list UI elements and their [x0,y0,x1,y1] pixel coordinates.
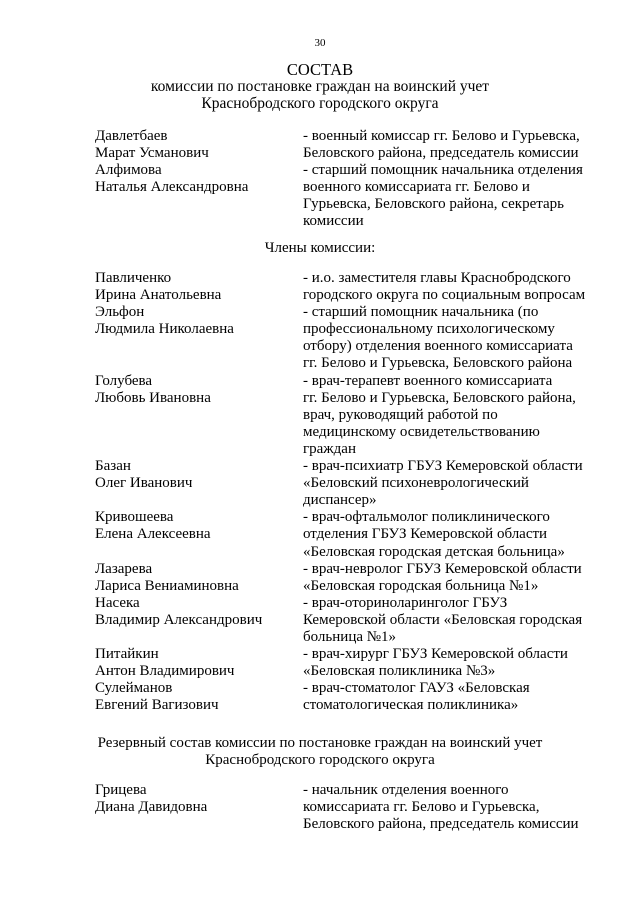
person-name [95,162,303,230]
person-position-line: городского округа по социальным вопросам [303,287,586,304]
person-position-line: «Беловская поликлиника №3» [303,663,496,680]
person-position-line: медицинскому освидетельствованию [303,423,540,440]
person-position-line: гг. Белово и Гурьевска, Беловского района, [303,389,576,406]
person-entry [95,304,595,372]
person-name-line: Питайкин [95,646,159,663]
person-name-line: Владимир Александрович [95,611,263,628]
person-position-line: профессиональному психологическому [303,321,555,338]
person-name-line: Лариса Вениаминовна [95,577,239,594]
person-name [95,561,303,595]
person-position [303,458,595,509]
person-name-line: Диана Давидовна [95,799,208,816]
person-position-line: диспансер» [303,492,377,509]
members-list [95,270,595,714]
person-position [303,509,595,560]
person-position-line: врач, руководящий работой по [303,406,498,423]
person-name-line: Кривошеева [95,509,174,526]
person-entry [95,782,595,833]
members-heading: Члены комиссии: [264,240,376,256]
leadership-list [95,128,595,231]
person-position [303,270,595,304]
person-name-line: Наталья Александровна [95,179,249,196]
person-name [95,646,303,680]
person-entry [95,680,595,714]
reserve-heading [40,735,600,769]
person-position [303,646,595,680]
person-name-line: Марат Усманович [95,145,209,162]
person-name-line: Ирина Анатольевна [95,287,222,304]
person-position-line: гг. Белово и Гурьевска, Беловского района [303,355,573,372]
person-position-line: - врач-невролог ГБУЗ Кемеровской области [303,560,582,577]
person-name-line: Антон Владимирович [95,663,235,680]
person-position-line: граждан [303,440,356,457]
person-entry [95,561,595,595]
person-name-line: Людмила Николаевна [95,321,234,338]
person-position-line: больница №1» [303,628,397,645]
person-name-line: Голубева [95,372,153,389]
person-position [303,680,595,714]
person-entry [95,595,595,646]
person-name [95,782,303,833]
person-position-line: - врач-стоматолог ГАУЗ «Беловская [303,680,530,697]
person-name-line: Насека [95,594,140,611]
person-position [303,373,595,458]
person-name-line: Базан [95,458,131,475]
person-position [303,304,595,372]
person-position-line: - врач-офтальмолог поликлинического [303,509,550,526]
person-name-line: Алфимова [95,162,162,179]
person-entry [95,270,595,304]
person-position-line: Гурьевска, Беловского района, секретарь [303,196,564,213]
person-entry [95,509,595,560]
person-entry [95,128,595,162]
person-name [95,128,303,162]
reserve-list [95,782,595,833]
person-position-line: отделения ГБУЗ Кемеровской области [303,526,548,543]
person-name-line: Любовь Ивановна [95,389,211,406]
person-name [95,270,303,304]
person-position-line: - старший помощник начальника (по [303,304,539,321]
person-name-line: Давлетбаев [95,128,168,144]
person-position-line: - начальник отделения военного [303,782,509,798]
reserve-heading-line2: Краснобродского городского округа [205,752,435,768]
person-position-line: стоматологическая поликлиника» [303,697,519,714]
person-position-line: - и.о. заместителя главы Краснобродского [303,270,571,286]
person-entry [95,458,595,509]
person-name-line: Грицева [95,782,147,798]
person-position-line: - врач-психиатр ГБУЗ Кемеровской области [303,458,583,475]
person-position-line: - врач-оториноларинголог ГБУЗ [303,594,508,611]
person-position-line: - военный комиссар гг. Белово и Гурьевска, [303,128,580,144]
person-position-line: - врач-терапевт военного комиссариата [303,372,553,389]
person-position-line: - старший помощник начальника отделения [303,162,583,179]
person-name [95,509,303,560]
person-name-line: Олег Иванович [95,475,193,492]
document-title: СОСТАВ [286,60,354,79]
person-position-line: отбору) отделения военного комиссариата [303,338,573,355]
person-position-line: комиссариата гг. Белово и Гурьевска, [303,799,540,816]
person-entry [95,646,595,680]
person-position-line: «Беловская городская больница №1» [303,577,539,594]
person-entry [95,373,595,458]
person-name [95,680,303,714]
person-position [303,561,595,595]
person-name-line: Сулейманов [95,680,173,697]
person-position [303,128,595,162]
person-position [303,782,595,833]
person-name-line: Эльфон [95,304,145,321]
person-position-line: Беловского района, председатель комиссии [303,816,579,833]
person-position [303,595,595,646]
person-name [95,595,303,646]
person-name [95,373,303,458]
person-name [95,304,303,372]
person-position-line: «Беловский психоневрологический [303,475,529,492]
person-position [303,162,595,230]
document-header [40,61,600,112]
person-position-line: Кемеровской области «Беловская городская [303,611,583,628]
person-position-line: - врач-хирург ГБУЗ Кемеровской области [303,646,568,663]
person-position-line: Беловского района, председатель комиссии [303,145,579,162]
document-subtitle-line1: комиссии по постановке граждан на воинский учет [150,78,490,95]
document-subtitle-line2: Краснобродского городского округа [201,95,439,112]
person-position-line: комиссии [303,213,364,230]
person-position-line: военного комиссариата гг. Белово и [303,179,530,196]
person-name-line: Евгений Вагизович [95,697,219,714]
person-name-line: Павличенко [95,270,172,286]
person-name-line: Елена Алексеевна [95,526,211,543]
page-number: 30 [314,37,326,49]
person-entry [95,162,595,230]
reserve-heading-line1: Резервный состав комиссии по постановке граждан на воинский учет [97,735,543,751]
person-name-line: Лазарева [95,560,153,577]
person-name [95,458,303,509]
person-position-line: «Беловская городская детская больница» [303,543,565,560]
